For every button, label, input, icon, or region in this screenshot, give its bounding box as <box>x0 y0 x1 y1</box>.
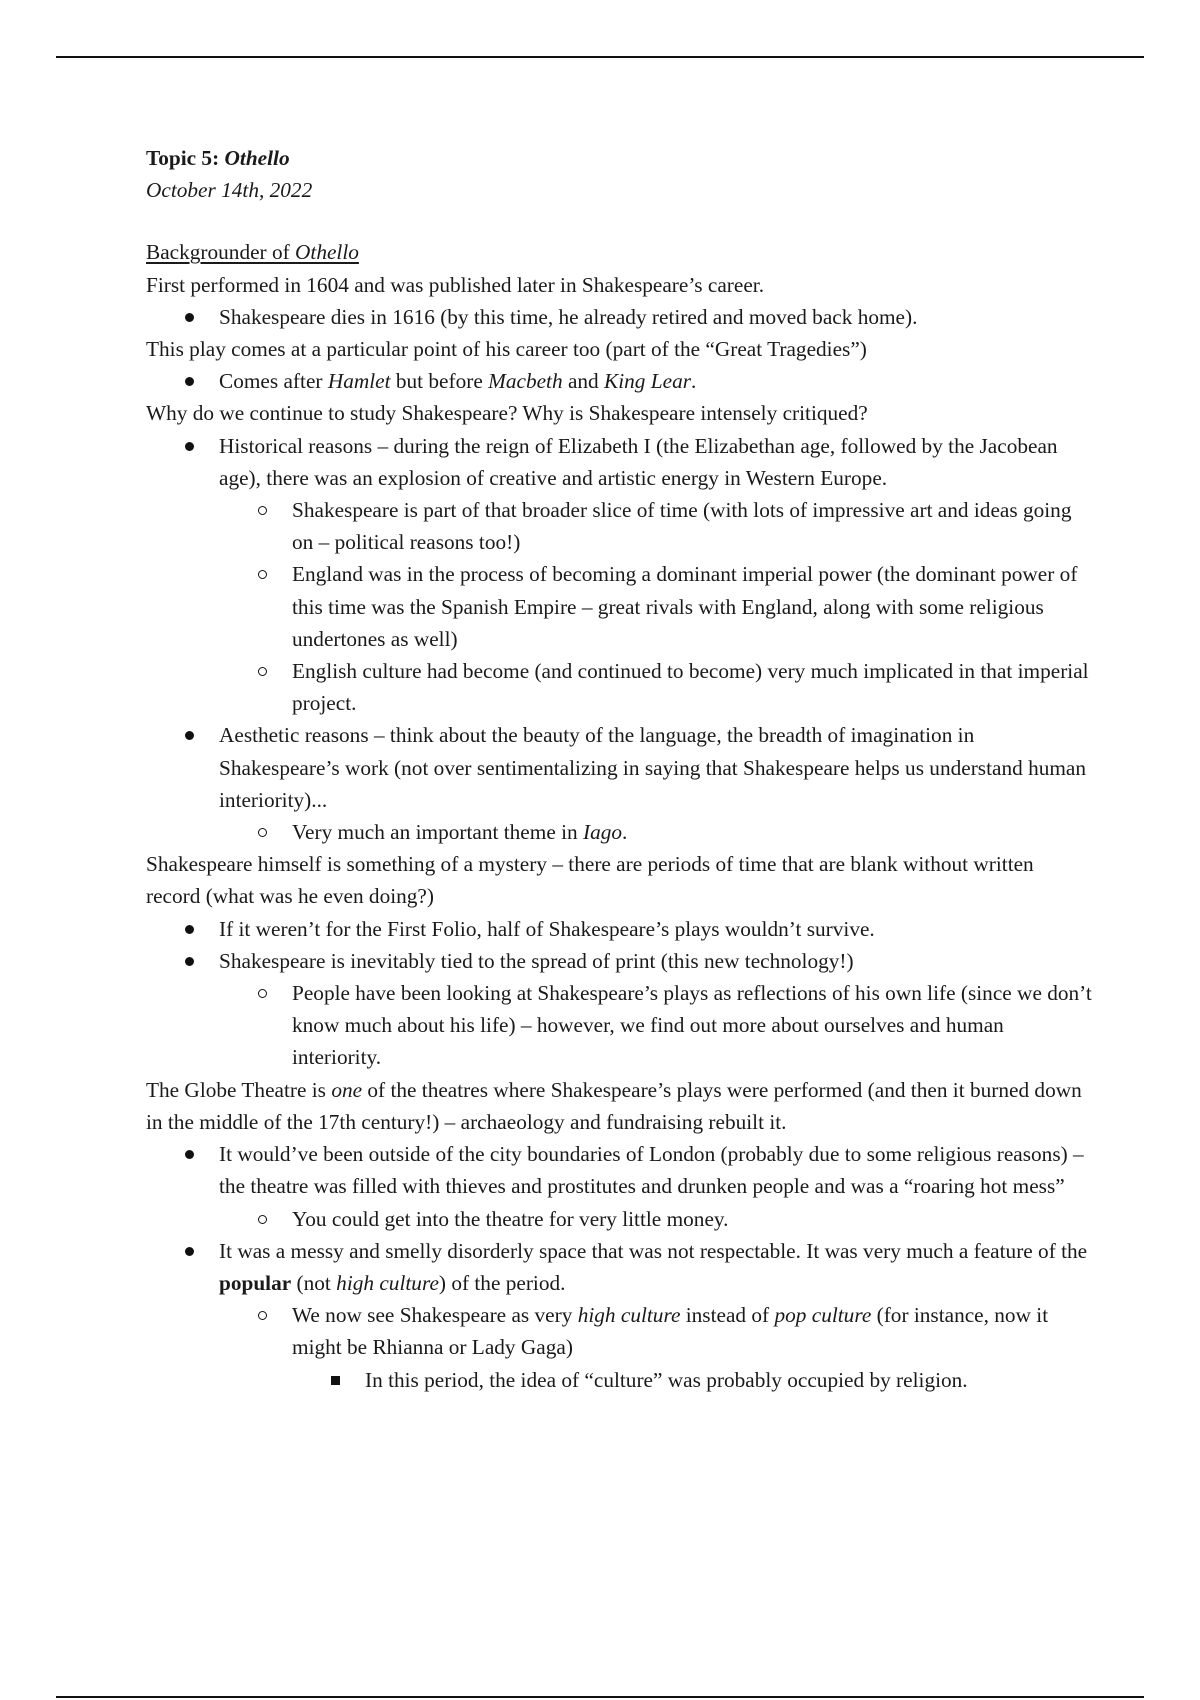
bullet-dot-icon <box>185 925 194 934</box>
bullet-dot-icon <box>185 313 194 322</box>
spacer <box>146 206 1092 236</box>
bullet-dot-icon <box>185 731 194 740</box>
list-item: Comes after Hamlet but before Macbeth and King Lear. <box>219 365 1092 397</box>
paragraph: This play comes at a particular point of his career too (part of the “Great Tragedies”) <box>146 337 867 362</box>
paragraph: Why do we continue to study Shakespeare? Why is Shakespeare intensely critiqued? <box>146 401 868 426</box>
sub-list-item: Shakespeare is part of that broader slice of time (with lots of impressive art and ideas going on – political reasons too!) <box>292 494 1092 558</box>
list-item: Shakespeare dies in 1616 (by this time, he already retired and moved back home). <box>219 301 1092 333</box>
sub-bullet-list <box>219 1203 1092 1235</box>
bullet-list <box>146 430 1092 849</box>
bullet-circle-icon <box>258 667 267 676</box>
bullet-circle-icon <box>258 570 267 579</box>
paragraph: Shakespeare himself is something of a mystery – there are periods of time that are blank without written record (what was he even doing?) <box>146 852 1034 909</box>
sub-sub-list-item: In this period, the idea of “culture” was probably occupied by religion. <box>365 1364 1092 1396</box>
bullet-circle-icon <box>258 828 267 837</box>
bullet-dot-icon <box>185 957 194 966</box>
bullet-list <box>146 301 1092 333</box>
document-page <box>146 142 1092 1396</box>
bullet-circle-icon <box>258 506 267 515</box>
bullet-circle-icon <box>258 989 267 998</box>
bullet-list <box>146 913 1092 1074</box>
list-item: It was a messy and smelly disorderly space that was not respectable. It was very much a feature of the popular (not high culture) of the period. We now see Shakespeare as very high culture instead of pop culture (for instance, now it might be Rhianna or Lady Gaga) In this period, the idea of “culture” was probably occupied by religion. <box>219 1235 1092 1396</box>
sub-list-item: England was in the process of becoming a dominant imperial power (the dominant power of this time was the Spanish Empire – great rivals with England, along with some religious undertones as well) <box>292 558 1092 655</box>
bottom-rule <box>56 1696 1144 1698</box>
sub-sub-bullet-list <box>292 1364 1092 1396</box>
title-work: Othello <box>224 146 290 170</box>
bullet-circle-icon <box>258 1311 267 1320</box>
page-date: October 14th, 2022 <box>146 178 313 203</box>
sub-list-item: We now see Shakespeare as very high culture instead of pop culture (for instance, now it might be Rhianna or Lady Gaga) In this period, the idea of “culture” was probably occupied by religion. <box>292 1299 1092 1396</box>
section-heading: Backgrounder of Othello <box>146 240 359 265</box>
paragraph: The Globe Theatre is one of the theatres where Shakespeare’s plays were performed (and then it burned down in the middle of the 17th century!) – archaeology and fundraising rebuilt it. <box>146 1077 1082 1134</box>
list-item: Shakespeare is inevitably tied to the spread of print (this new technology!) People have been looking at Shakespeare’s plays as reflections of his own life (since we don’t know much about his life) – however, we find out more about ourselves and human interiority. <box>219 945 1092 1074</box>
list-item: It would’ve been outside of the city boundaries of London (probably due to some religious reasons) – the theatre was filled with thieves and prostitutes and drunken people and was a “roaring hot mess” You could get into the theatre for very little money. <box>219 1138 1092 1235</box>
list-item: Aesthetic reasons – think about the beauty of the language, the breadth of imagination in Shakespeare’s work (not over sentimentalizing in saying that Shakespeare helps us understand human interiority)... Very much an important theme in Iago. <box>219 719 1092 848</box>
bullet-circle-icon <box>258 1215 267 1224</box>
bullet-list <box>146 365 1092 397</box>
sub-list-item: You could get into the theatre for very little money. <box>292 1203 1092 1235</box>
bullet-dot-icon <box>185 1150 194 1159</box>
sub-bullet-list <box>219 1299 1092 1396</box>
page-title: Topic 5: Othello <box>146 146 290 170</box>
bullet-list <box>146 1138 1092 1396</box>
paragraph: First performed in 1604 and was published later in Shakespeare’s career. <box>146 272 765 297</box>
bullet-dot-icon <box>185 377 194 386</box>
bullet-dot-icon <box>185 442 194 451</box>
list-item: Historical reasons – during the reign of Elizabeth I (the Elizabethan age, followed by the Jacobean age), there was an explosion of creative and artistic energy in Western Europe. Shakespeare is part of that broader slice of time (with lots of impressive art and ideas going on – political reasons too!) England was in the process of becoming a dominant imperial power (the dominant power of this time was the Spanish Empire – great rivals with England, along with some religious undertones as well) English culture had become (and continued to become) very much implicated in that imperial project. <box>219 430 1092 720</box>
sub-bullet-list <box>219 494 1092 719</box>
sub-list-item: Very much an important theme in Iago. <box>292 816 1092 848</box>
list-item: If it weren’t for the First Folio, half of Shakespeare’s plays wouldn’t survive. <box>219 913 1092 945</box>
top-rule <box>56 56 1144 58</box>
sub-list-item: People have been looking at Shakespeare’s plays as reflections of his own life (since we don’t know much about his life) – however, we find out more about ourselves and human interiority. <box>292 977 1092 1074</box>
bullet-square-icon <box>331 1376 340 1385</box>
sub-bullet-list <box>219 816 1092 848</box>
bullet-dot-icon <box>185 1247 194 1256</box>
sub-bullet-list <box>219 977 1092 1074</box>
sub-list-item: English culture had become (and continued to become) very much implicated in that imperial project. <box>292 655 1092 719</box>
